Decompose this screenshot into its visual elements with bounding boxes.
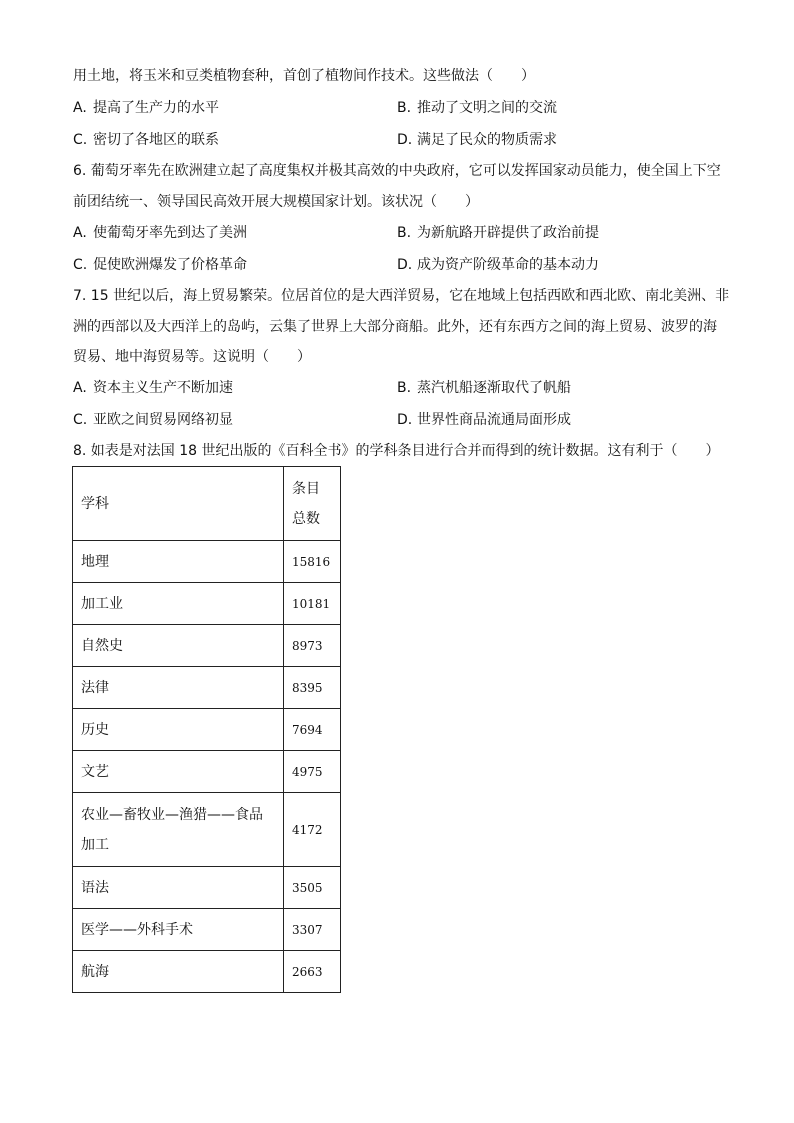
option-text: 成为资产阶级革命的基本动力: [417, 257, 599, 273]
header-subject: 学科: [73, 467, 284, 541]
row-count: 4975: [284, 751, 341, 793]
row-count: 3307: [284, 909, 341, 951]
option-letter: D.: [397, 257, 413, 273]
option-text: 世界性商品流通局面形成: [417, 412, 571, 428]
header-count-line1: 条目: [292, 480, 320, 497]
option-letter: D.: [397, 132, 413, 148]
option-letter: C.: [73, 257, 88, 273]
option-letter: A.: [73, 100, 87, 116]
option-letter: C.: [73, 132, 88, 148]
table-header-row: [73, 467, 341, 541]
q6-option-d[interactable]: [397, 255, 599, 275]
q5-option-c[interactable]: [73, 130, 219, 150]
q7-stem-line1: 7. 15 世纪以后，海上贸易繁荣。位居首位的是大西洋贸易，它在地域上包括西欧和西北欧、南北美洲、非: [73, 288, 730, 304]
header-count-line2: 总数: [292, 510, 320, 527]
row-count: 2663: [284, 951, 341, 993]
q5-option-b[interactable]: [397, 98, 557, 118]
table-row: [73, 951, 341, 993]
q7-stem-line2: 洲的西部以及大西洋上的岛屿，云集了世界上大部分商船。此外，还有东西方之间的海上贸易、波罗的海: [73, 319, 717, 335]
option-text: 亚欧之间贸易网络初显: [93, 412, 233, 428]
row-subject-line2: 加工: [81, 836, 109, 853]
row-count: 8395: [284, 667, 341, 709]
q7-option-a[interactable]: [73, 378, 233, 398]
row-count: 10181: [284, 583, 341, 625]
option-text: 密切了各地区的联系: [93, 132, 219, 148]
option-text: 满足了民众的物质需求: [417, 132, 557, 148]
option-text: 推动了文明之间的交流: [417, 100, 557, 116]
table-row: [73, 709, 341, 751]
row-subject: 语法: [73, 867, 284, 909]
table-row: [73, 909, 341, 951]
table-row: [73, 867, 341, 909]
table-row: [73, 751, 341, 793]
q6-option-a[interactable]: [73, 223, 247, 243]
q6-option-c[interactable]: [73, 255, 247, 275]
q7-option-c[interactable]: [73, 410, 233, 430]
row-subject: 地理: [73, 541, 284, 583]
row-subject: 历史: [73, 709, 284, 751]
table-row: [73, 541, 341, 583]
option-letter: B.: [397, 100, 412, 116]
option-letter: A.: [73, 225, 87, 241]
q8-stem: 8. 如表是对法国 18 世纪出版的《百科全书》的学科条目进行合并而得到的统计数据。这有利于（ ）: [73, 443, 720, 459]
q6-option-b[interactable]: [397, 223, 599, 243]
option-text: 提高了生产力的水平: [93, 100, 219, 116]
row-subject: 法律: [73, 667, 284, 709]
table-row: [73, 793, 341, 867]
row-subject: 自然史: [73, 625, 284, 667]
row-subject-line1: 农业—畜牧业—渔猎——食品: [81, 806, 263, 823]
row-subject: 文艺: [73, 751, 284, 793]
option-text: 资本主义生产不断加速: [93, 380, 233, 396]
row-subject: 加工业: [73, 583, 284, 625]
option-text: 使葡萄牙率先到达了美洲: [93, 225, 247, 241]
row-subject: 航海: [73, 951, 284, 993]
row-count: 7694: [284, 709, 341, 751]
option-text: 为新航路开辟提供了政治前提: [417, 225, 599, 241]
option-letter: B.: [397, 380, 412, 396]
row-count: 15816: [284, 541, 341, 583]
option-text: 促使欧洲爆发了价格革命: [93, 257, 247, 273]
table-row: [73, 625, 341, 667]
row-count: 8973: [284, 625, 341, 667]
option-letter: C.: [73, 412, 88, 428]
q7-stem-line3: 贸易、地中海贸易等。这说明（ ）: [73, 349, 311, 365]
q7-option-d[interactable]: [397, 410, 571, 430]
option-letter: A.: [73, 380, 87, 396]
option-letter: B.: [397, 225, 412, 241]
option-letter: D.: [397, 412, 413, 428]
q7-option-b[interactable]: [397, 378, 571, 398]
option-text: 蒸汽机船逐渐取代了帆船: [417, 380, 571, 396]
table-row: [73, 667, 341, 709]
row-subject: 医学——外科手术: [73, 909, 284, 951]
row-count: 3505: [284, 867, 341, 909]
row-count: 4172: [284, 793, 341, 867]
q6-stem-line2: 前团结统一、领导国民高效开展大规模国家计划。该状况（ ）: [73, 194, 479, 210]
row-subject: [73, 793, 284, 867]
header-count: [284, 467, 341, 541]
q5-option-d[interactable]: [397, 130, 557, 150]
encyclopedia-stats-table: [72, 466, 341, 993]
table-row: [73, 583, 341, 625]
q6-stem-line1: 6. 葡萄牙率先在欧洲建立起了高度集权并极其高效的中央政府，它可以发挥国家动员能力，使全国上下空: [73, 163, 721, 179]
q5-option-a[interactable]: [73, 98, 219, 118]
q5-stem-tail: 用土地，将玉米和豆类植物套种，首创了植物间作技术。这些做法（ ）: [73, 68, 535, 84]
